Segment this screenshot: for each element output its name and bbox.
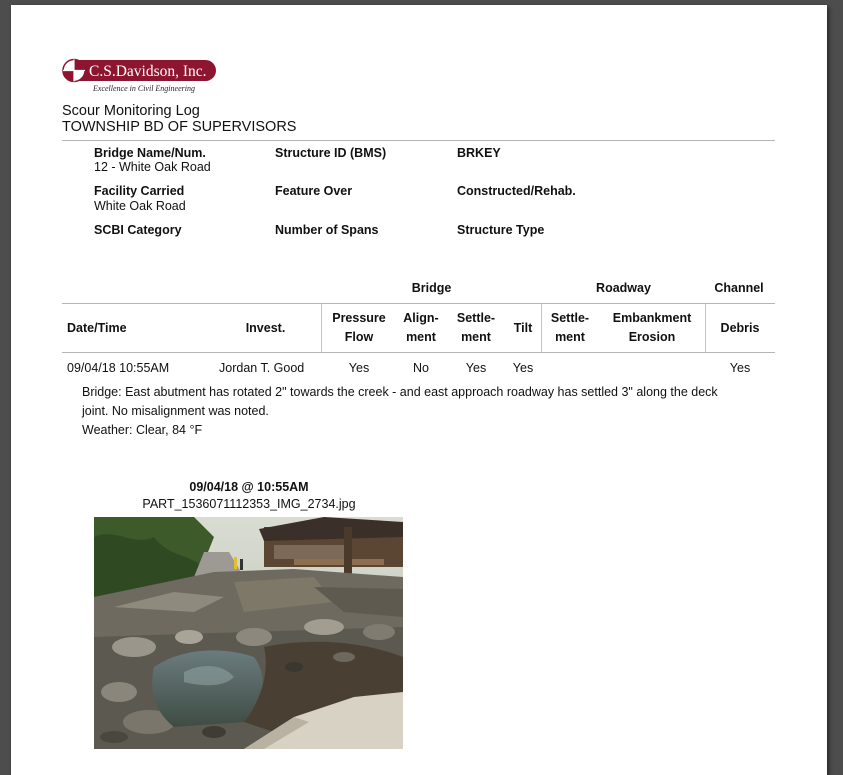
brkey-label: BRKEY [457,146,501,160]
col-separator [541,304,542,352]
photo-filename: PART_1536071112353_IMG_2734.jpg [142,497,356,511]
facility-carried-value: White Oak Road [94,199,186,213]
logo-company-name: C.S.Davidson, Inc. [89,63,207,80]
constructed-label: Constructed/Rehab. [457,184,576,198]
scbi-category-label: SCBI Category [94,223,182,237]
company-logo [62,58,222,98]
col-embankment-erosion [599,309,705,347]
col-road-settlement [543,309,597,347]
facility-carried-label: Facility Carried [94,184,185,198]
col-road-settlement-line2: ment [555,330,585,344]
logo-mark [62,58,222,84]
logo-tagline: Excellence in Civil Engineering [93,84,195,93]
table-header-bottom-rule [62,352,775,353]
feature-over-label: Feature Over [275,184,353,198]
bridge-note-line1: Bridge: East abutment has rotated 2" towards the creek - and east approach roadway has settled 3" along the deck [82,385,718,399]
col-separator [705,304,706,352]
row-invest: Jordan T. Good [219,361,305,375]
col-datetime: Date/Time [67,321,127,335]
col-pressure-flow-line1: Pressure [332,311,386,325]
row-bridge-settlement: Yes [465,361,487,375]
col-bridge-settlement-line1: Settle- [456,311,496,325]
col-bridge-settlement [449,309,503,347]
bridge-note-line2: joint. No misalignment was noted. [82,404,269,418]
header-divider [62,140,775,141]
col-pressure-flow [327,309,391,347]
report-title: Scour Monitoring Log [62,103,200,119]
group-header-channel: Channel [714,281,764,295]
table-header-top-rule [62,303,775,304]
col-alignment-line2: ment [406,330,436,344]
number-of-spans-label: Number of Spans [275,223,379,237]
row-datetime: 09/04/18 10:55AM [67,361,170,375]
structure-id-label: Structure ID (BMS) [275,146,387,160]
structure-type-label: Structure Type [457,223,545,237]
bridge-name-value: 12 - White Oak Road [94,160,211,174]
col-tilt: Tilt [513,321,533,335]
site-photo [94,517,403,749]
col-invest: Invest. [245,321,286,335]
row-pressure-flow: Yes [348,361,370,375]
col-embankment-line2: Erosion [628,330,676,344]
group-header-bridge: Bridge [411,281,452,295]
col-embankment-line1: Embankment [612,311,692,325]
col-bridge-settlement-line2: ment [461,330,491,344]
col-alignment [396,309,446,347]
group-header-roadway: Roadway [596,281,651,295]
site-photo-illustration [94,517,403,749]
row-alignment: No [413,361,429,375]
col-debris: Debris [720,321,760,335]
bridge-name-label: Bridge Name/Num. [94,146,206,160]
row-tilt: Yes [512,361,534,375]
col-road-settlement-line1: Settle- [550,311,590,325]
report-owner: TOWNSHIP BD OF SUPERVISORS [62,119,297,135]
photo-timestamp: 09/04/18 @ 10:55AM [189,480,309,494]
row-debris: Yes [729,361,751,375]
col-alignment-line1: Align- [403,311,439,325]
weather-note: Weather: Clear, 84 °F [82,423,203,437]
document-page [11,5,827,775]
col-pressure-flow-line2: Flow [344,330,374,344]
col-separator [321,304,322,352]
